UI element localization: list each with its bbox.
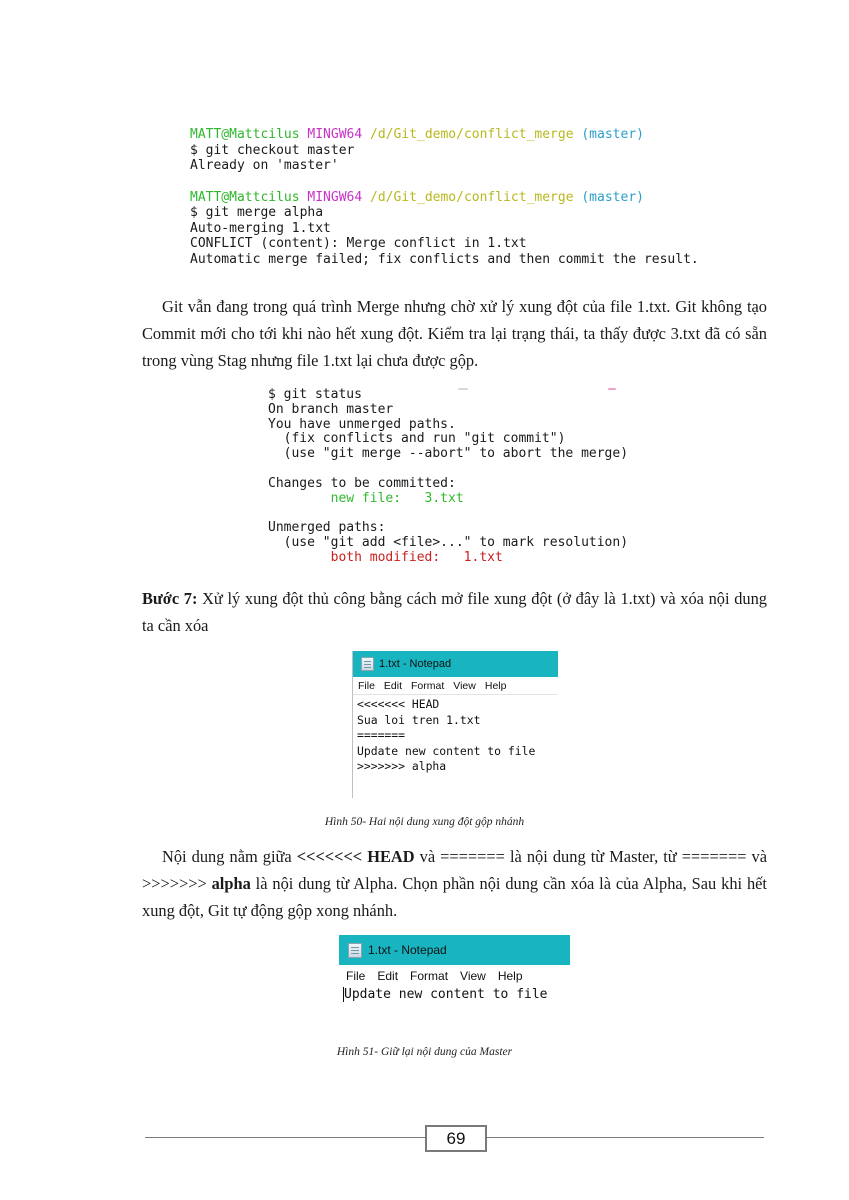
notepad-text-area[interactable] [339,986,570,1003]
body-paragraph [142,293,767,374]
marker-alpha: alpha [211,874,251,893]
paragraph-text: Git vẫn đang trong quá trình Merge nhưng chờ xử lý xung đột của file 1.txt. Git không tạo Commit mới cho tới khi nào hết xung đột. Kiểm tra lại trạng thái, ta thấy được 3.txt đã có sẵn trong vùng Stag nhưng file 1.txt lại chưa được gộp. [142,297,767,370]
figure-caption: Hình 51- Giữ lại nội dung của Master [336,1046,513,1058]
paragraph-text: và ======= là nội dung từ Master, từ ======= và >>>>>>> [142,847,767,893]
terminal-line: (use "git merge --abort" to abort the merge) [268,446,629,462]
prompt-path: /d/Git_demo/conflict_merge [370,189,574,205]
terminal-line: You have unmerged paths. [268,416,456,432]
menu-edit[interactable]: Edit [377,969,399,983]
menu-file[interactable]: File [346,969,366,983]
menu-file[interactable]: File [358,679,375,692]
notepad-titlebar [339,935,570,965]
notepad-window-conflict [352,651,558,798]
terminal-output-line: Already on 'master' [190,158,339,173]
terminal-line: On branch master [268,401,394,417]
prompt-shell: MINGW64 [307,189,363,205]
text-cursor: U [344,987,352,1002]
step-text: Xử lý xung đột thủ công bằng cách mở file xung đột (ở đây là 1.txt) và xóa nội dung ta cần xóa [142,589,767,635]
notepad-line: <<<<<<< HEAD [357,697,440,711]
notepad-text-area[interactable] [353,695,558,775]
terminal-line: $ git status [268,387,362,402]
paragraph-text: Nội dung nằm giữa [162,847,297,866]
notepad-menubar [339,966,570,986]
menu-help[interactable]: Help [484,679,507,692]
notepad-line: pdate new content to file [351,987,548,1002]
terminal-merge-output [190,127,750,267]
notepad-icon [361,657,374,671]
terminal-command: $ git checkout master [190,142,355,158]
figure-caption: Hình 50- Hai nội dung xung đột gộp nhánh [324,816,525,828]
terminal-output-line: CONFLICT (content): Merge conflict in 1.txt [190,236,527,251]
step-label: Bước 7: [142,589,198,608]
terminal-line: Unmerged paths: [268,520,386,536]
terminal-command: $ git merge alpha [190,205,324,220]
terminal-prompt [190,127,750,143]
terminal-prompt [190,190,750,206]
staged-file-line: new file: 3.txt [268,490,464,506]
marker-head: <<<<<<< HEAD [296,847,415,866]
notepad-line: >>>>>>> alpha [357,759,447,773]
menu-help[interactable]: Help [497,969,523,983]
notepad-title: 1.txt - Notepad [368,943,447,957]
page-number: 69 [425,1125,487,1152]
notepad-line: ======= [357,728,406,742]
footer-rule-right [487,1137,764,1138]
body-paragraph [142,843,767,924]
prompt-branch: (master) [581,127,644,142]
notepad-line: Sua loi tren 1.txt [357,712,481,727]
terminal-line: (fix conflicts and run "git commit") [268,431,566,447]
terminal-output-line: Auto-merging 1.txt [190,220,331,236]
scan-artifact [458,388,468,390]
prompt-shell: MINGW64 [307,127,363,142]
notepad-window-resolved [339,935,570,1005]
menu-view[interactable]: View [453,679,476,692]
notepad-line: Update new content to file [357,743,536,758]
notepad-icon [348,943,362,958]
scan-artifact [608,388,616,390]
notepad-title: 1.txt - Notepad [379,658,452,670]
terminal-status-output [268,388,648,566]
menu-format[interactable]: Format [410,969,449,983]
conflict-file-line: both modified: 1.txt [268,549,503,565]
menu-edit[interactable]: Edit [383,679,403,692]
prompt-user: MATT@Mattcilus [190,189,300,205]
prompt-path: /d/Git_demo/conflict_merge [370,127,574,142]
footer-rule-left [145,1137,425,1138]
terminal-line: Changes to be committed: [268,475,456,491]
prompt-branch: (master) [581,189,644,205]
menu-format[interactable]: Format [411,679,445,692]
paragraph-text: là nội dung từ Alpha. Chọn phần nội dung cần xóa là của Alpha, Sau khi hết xung đột, Git tự động gộp xong nhánh. [142,874,767,920]
prompt-user: MATT@Mattcilus [190,127,300,142]
menu-view[interactable]: View [460,969,486,983]
step-paragraph [142,585,767,639]
notepad-menubar [353,677,558,695]
notepad-titlebar [353,651,558,677]
terminal-line: (use "git add <file>..." to mark resolution) [268,534,629,550]
terminal-output-line: Automatic merge failed; fix conflicts and then commit the result. [190,251,699,267]
